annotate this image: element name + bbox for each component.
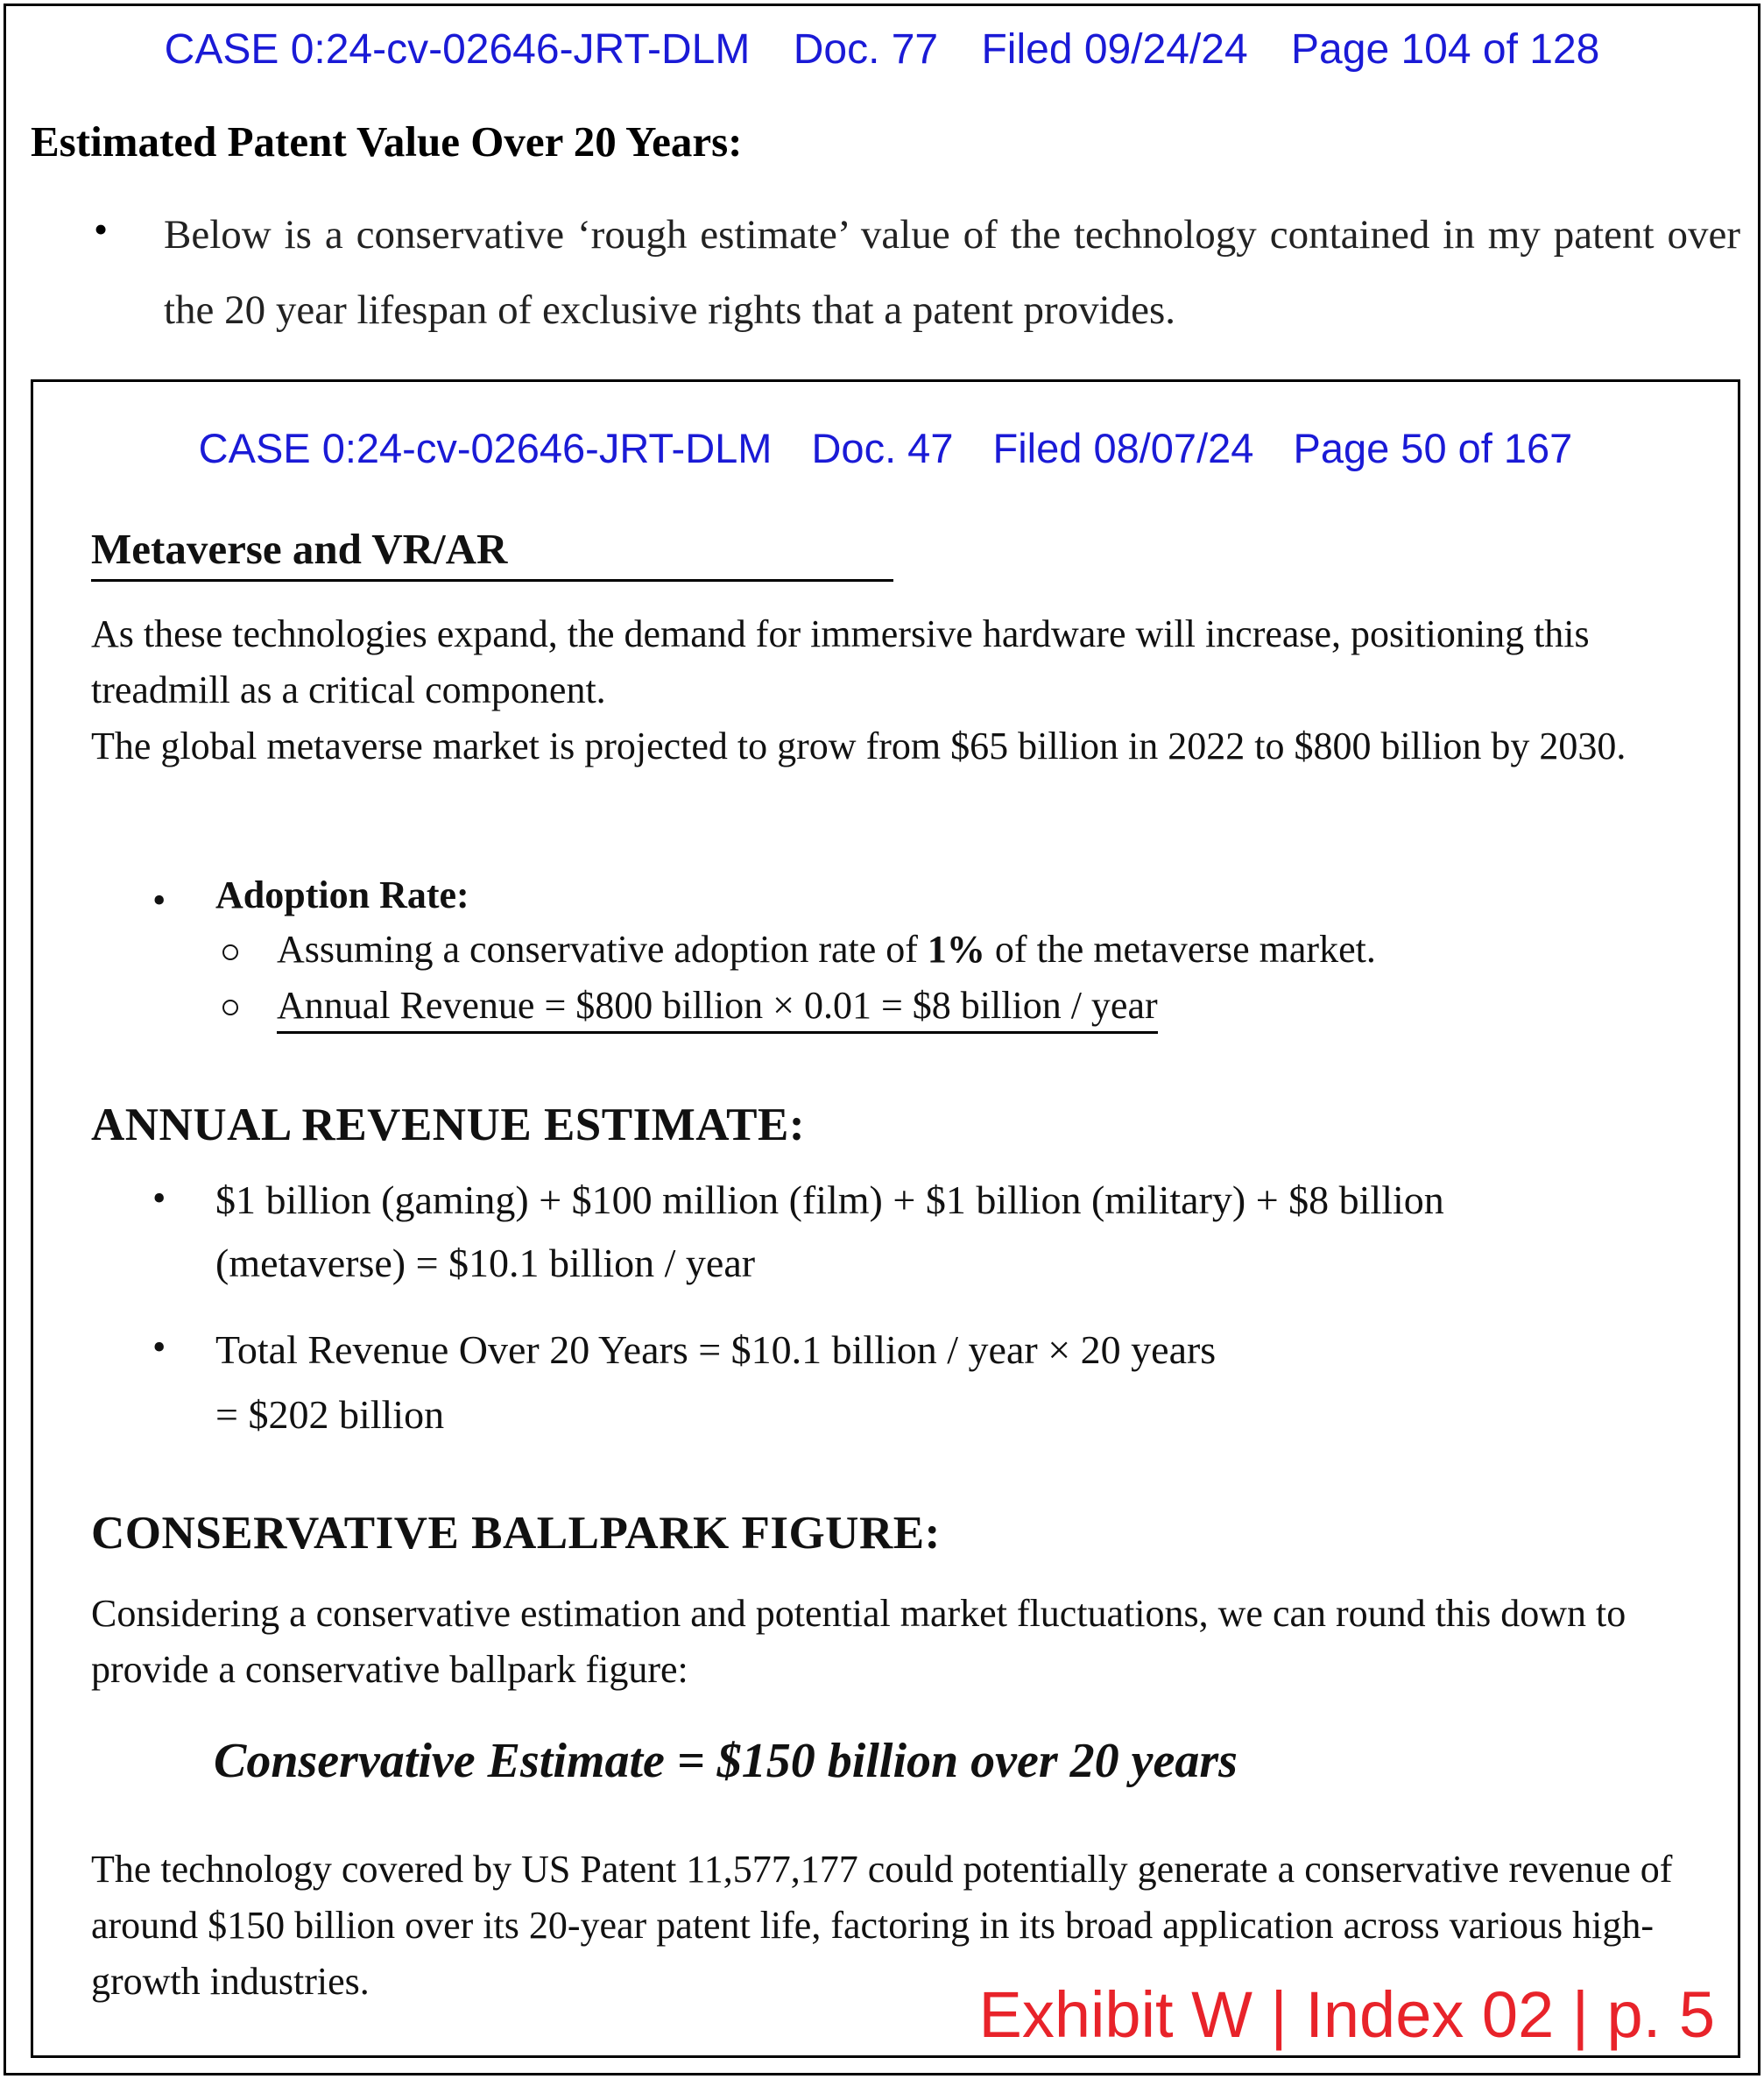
bullet-marker: •	[152, 1326, 166, 1368]
revenue-sum-line1: $1 billion (gaming) + $100 million (film) + $1 billion (military) + $8 billion	[215, 1177, 1444, 1222]
outer-filed-date: Filed 09/24/24	[981, 26, 1248, 73]
inner-filed-date: Filed 08/07/24	[992, 425, 1254, 471]
inner-doc-number: Doc. 47	[811, 425, 954, 471]
total-revenue-bullet	[215, 1318, 1722, 1447]
total-revenue-line2: = $202 billion	[215, 1392, 445, 1437]
exhibit-stamp: Exhibit W | Index 02 | p. 5	[978, 1978, 1715, 2051]
adoption-text-end: of the metaverse market.	[984, 928, 1376, 971]
intro-bullet-text: Below is a conservative ‘rough estimate’ value of the technology contained in my patent over the 20 year lifespan of exclusive rights that a patent provides.	[164, 212, 1740, 333]
outer-doc-number: Doc. 77	[793, 26, 939, 73]
inner-page-number: Page 50 of 167	[1293, 425, 1573, 471]
section-title: Metaverse and VR/AR	[91, 524, 893, 582]
inner-case-number: CASE 0:24-cv-02646-JRT-DLM	[198, 425, 773, 471]
total-revenue-line1: Total Revenue Over 20 Years = $10.1 billion / year × 20 years	[215, 1327, 1217, 1372]
outer-page-number: Page 104 of 128	[1291, 26, 1600, 73]
page-title: Estimated Patent Value Over 20 Years:	[31, 117, 743, 166]
annual-revenue-formula: Annual Revenue = $800 billion × 0.01 = $8 billion / year	[277, 983, 1158, 1034]
embedded-exhibit-page	[31, 379, 1740, 2058]
adoption-text-start: Assuming a conservative adoption rate of	[277, 928, 928, 971]
inner-case-header	[33, 424, 1738, 472]
bullet-marker: •	[152, 879, 166, 922]
ballpark-heading: CONSERVATIVE BALLPARK FIGURE:	[91, 1508, 941, 1559]
revenue-sum-line2: (metaverse) = $10.1 billion / year	[215, 1241, 756, 1285]
paragraph-demand: As these technologies expand, the demand for immersive hardware will increase, positioning this treadmill as a critical component.	[91, 612, 1590, 711]
bullet-marker: •	[94, 207, 109, 251]
annual-revenue-heading: ANNUAL REVENUE ESTIMATE:	[91, 1100, 805, 1150]
adoption-assumption	[277, 927, 1376, 972]
bullet-marker: •	[152, 1177, 166, 1220]
outer-case-number: CASE 0:24-cv-02646-JRT-DLM	[164, 26, 751, 73]
adoption-percent: 1%	[927, 928, 985, 971]
adoption-rate-heading: Adoption Rate:	[215, 873, 469, 916]
paragraph-conclusion: The technology covered by US Patent 11,577,177 could potentially generate a conservative revenue of around $150 billion over its 20-year patent life, factoring in its broad application across various high-growth industries.	[91, 1848, 1673, 2003]
conservative-estimate: Conservative Estimate = $150 billion over 20 years	[214, 1734, 1238, 1788]
paragraph-market-growth: The global metaverse market is projected to grow from $65 billion in 2022 to $800 billion by 2030.	[91, 725, 1626, 767]
document-page	[4, 4, 1760, 2075]
outer-case-header	[6, 25, 1758, 74]
revenue-sum-bullet	[215, 1169, 1722, 1295]
paragraph-rounding: Considering a conservative estimation and potential market fluctuations, we can round this down to provide a conservative ballpark figure:	[91, 1592, 1626, 1691]
sub-bullet-circle	[222, 944, 238, 960]
sub-bullet-circle	[222, 1000, 238, 1015]
